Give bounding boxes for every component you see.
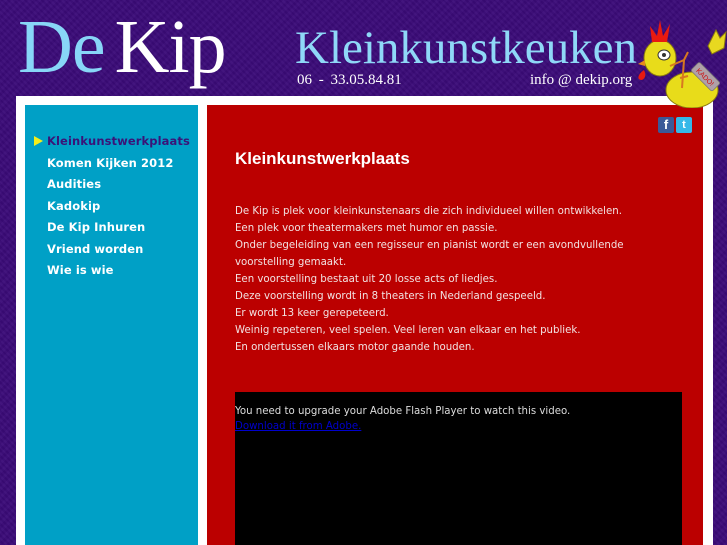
video-player[interactable] bbox=[235, 392, 682, 545]
paragraph: Onder begeleiding van een regisseur en pianist wordt er een avondvullende voorstelling gemaakt. bbox=[235, 240, 624, 268]
email-address: info @ dekip.org bbox=[530, 72, 633, 88]
sidebar-item-kadokip[interactable] bbox=[25, 198, 198, 220]
paragraph: Een plek voor theatermakers met humor en passie. bbox=[235, 223, 498, 234]
sidebar-item-label: Wie is wie bbox=[47, 263, 114, 277]
active-arrow-icon bbox=[34, 136, 43, 146]
paragraph: En ondertussen elkaars motor gaande houden. bbox=[235, 342, 475, 353]
brand-title: Kleinkunstkeuken bbox=[295, 22, 637, 74]
flash-upgrade-message: You need to upgrade your Adobe Flash Player to watch this video. bbox=[235, 406, 571, 417]
sidebar-nav bbox=[25, 133, 198, 284]
chicken-mascot-icon bbox=[630, 8, 727, 108]
logo[interactable] bbox=[18, 4, 226, 90]
sidebar-item-label: Kadokip bbox=[47, 198, 101, 213]
sidebar-item-komen-kijken[interactable] bbox=[25, 155, 198, 177]
paragraph: De Kip is plek voor kleinkunstenaars die zich individueel willen ontwikkelen. bbox=[235, 206, 622, 217]
body-text bbox=[235, 203, 685, 356]
sidebar-item-label: Kleinkunstwerkplaats bbox=[47, 134, 190, 148]
download-flash-link[interactable]: Download it from Adobe. bbox=[235, 421, 362, 432]
facebook-icon[interactable]: f bbox=[658, 117, 674, 133]
sidebar-item-inhuren[interactable] bbox=[25, 219, 198, 241]
sidebar-item-label: Komen Kijken 2012 bbox=[47, 155, 174, 170]
page-title: Kleinkunstwerkplaats bbox=[235, 149, 410, 168]
social-links bbox=[658, 117, 692, 133]
paragraph: Weinig repeteren, veel spelen. Veel leren van elkaar en het publiek. bbox=[235, 325, 581, 336]
sidebar-item-audities[interactable] bbox=[25, 176, 198, 198]
sidebar-item-label: De Kip Inhuren bbox=[47, 220, 146, 234]
sidebar bbox=[25, 105, 198, 545]
paragraph: Een voorstelling bestaat uit 20 losse acts of liedjes. bbox=[235, 274, 498, 285]
twitter-icon[interactable]: t bbox=[676, 117, 692, 133]
paragraph: Er wordt 13 keer gerepeteerd. bbox=[235, 308, 389, 319]
logo-de-text: De bbox=[18, 5, 105, 89]
sidebar-item-vriend-worden[interactable] bbox=[25, 241, 198, 263]
sidebar-item-wie-is-wie[interactable] bbox=[25, 262, 198, 284]
phone-number: 06 - 33.05.84.81 bbox=[297, 72, 402, 88]
sidebar-item-label: Audities bbox=[47, 177, 102, 191]
sidebar-item-label: Vriend worden bbox=[47, 241, 144, 256]
sidebar-item-kleinkunstwerkplaats[interactable] bbox=[25, 133, 198, 155]
logo-kip-text: Kip bbox=[114, 5, 226, 89]
mascot-tag-text: KADO! bbox=[694, 67, 715, 88]
paragraph: Deze voorstelling wordt in 8 theaters in Nederland gespeeld. bbox=[235, 291, 546, 302]
main-content bbox=[207, 105, 703, 545]
